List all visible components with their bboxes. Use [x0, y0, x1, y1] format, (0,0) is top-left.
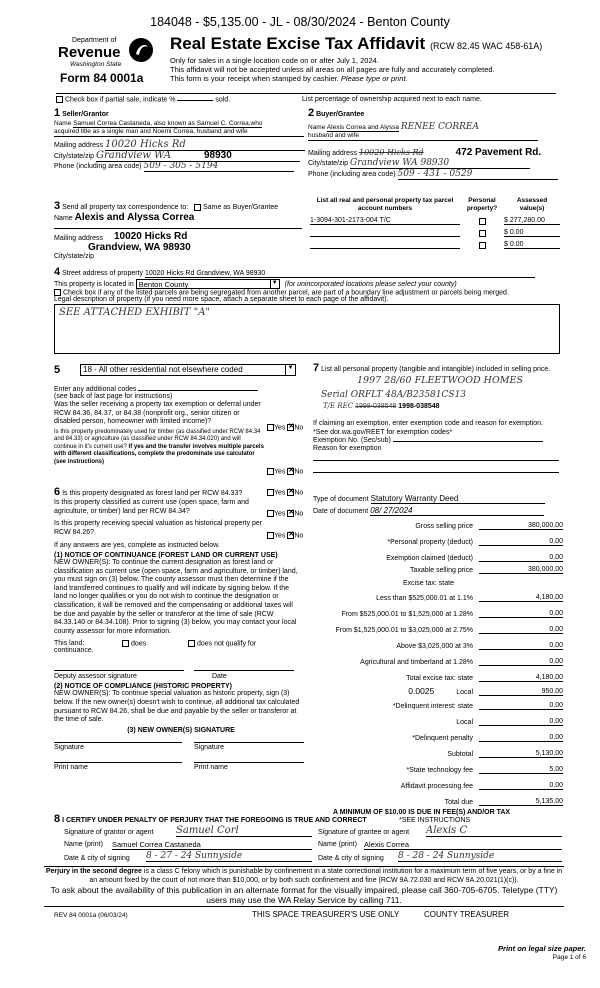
correspondence-city-field[interactable]: Grandview, WA 98930	[88, 242, 191, 253]
perjury-notice: Perjury in the second degree is a class C felony which is punishable by confinement in a state correctional institution for a maximum term of five years, or by a fine in an amount fixed by the court of not more than $10,000, or by both such confinement and fine (RCW 9A.72.030 and RCW 9A.20.021(1)(c)).	[45, 868, 563, 884]
personal-property-checkbox[interactable]	[479, 230, 486, 237]
segregated-checkbox[interactable]	[54, 289, 61, 296]
grantee-name-field[interactable]: Alexis Correa	[364, 840, 562, 850]
buyer-address-field[interactable]: 472 Pavement Rd.	[455, 147, 542, 158]
forest-no-checkbox[interactable]	[287, 489, 294, 496]
grantor-date-field[interactable]: 8 - 27 - 24 Sunnyside	[146, 851, 312, 862]
assessed-value-field[interactable]: $ 0.00	[504, 241, 560, 249]
parcel-number-field[interactable]	[310, 239, 460, 249]
personal-property-checkbox[interactable]	[479, 218, 486, 225]
dor-logo-icon	[128, 37, 154, 63]
assessed-value-field[interactable]: $ 277,280.00	[504, 217, 560, 225]
grantee-signature-field[interactable]: Alexis C	[426, 825, 562, 837]
additional-codes-field[interactable]	[138, 390, 258, 391]
q2-no-checkbox[interactable]	[287, 468, 294, 475]
fee-row: Agricultural and timberland at 1.28% 0.00	[360, 658, 563, 666]
fee-row: Above $3,025,000 at 3% 0.00	[396, 642, 563, 650]
buyer-city-field[interactable]: Grandview WA 98930	[350, 158, 530, 169]
parcel-number-field[interactable]	[310, 227, 460, 237]
use-code-select[interactable]: 18 - All other residential not elsewhere coded ▼	[80, 364, 296, 376]
parcel-row	[310, 237, 560, 249]
historic-no-checkbox[interactable]	[287, 532, 294, 539]
seller-section: 1 Seller/Grantor Name Samuel Correa Castaneda, also known as Samuel C. Correa,who acquired title as a single man and Noemi Correa, husband and wife Mailing address 10020 Hicks Rd City/state/zip Grandview WA 98930 Phone (including area code) 509 - 305 - 5194	[54, 107, 304, 172]
partial-sale-row: Check box if partial sale, indicate % sold. List percentage of ownership acquired next to each name.	[56, 93, 556, 103]
section-7: 7 List all personal property (tangible and intangible) included in selling price. 1997 28/60 FLEETWOOD HOMES Serial ORFLT 48A/B23581CS13 T/E REC 1998-038548 1998-038548 If claiming an exemption, enter exemption code and reason for exemption. *See dor.wa.gov/REET for exemption codes* Exemption No. (Sec/sub) Reason for exemption	[313, 364, 563, 374]
historic-yes-checkbox[interactable]	[267, 532, 274, 539]
header-notes: Only for sales in a single location code on or after July 1, 2024. This affidavit will not be accepted unless all areas on all pages are fully and accurately completed. This form is your receipt when stamped by cashier. Please type or print.	[170, 56, 495, 83]
personal-property-checkbox[interactable]	[479, 242, 486, 249]
current-use-no-checkbox[interactable]	[287, 510, 294, 517]
seller-phone-field[interactable]: 509 - 305 - 5194	[144, 161, 294, 172]
partial-sale-checkbox[interactable]	[56, 96, 63, 103]
correspondence-address-field[interactable]: 10020 Hicks Rd	[114, 231, 188, 242]
form-number: Form 84 0001a	[60, 71, 144, 85]
buyer-name-field[interactable]: Alexis Correa and Alyssa	[326, 124, 400, 131]
fee-row: Subtotal 5,130.00	[447, 750, 563, 758]
same-as-buyer-checkbox[interactable]	[194, 204, 201, 211]
document-info: Type of document Statutory Warranty Deed Date of document 08/ 27/2024	[313, 494, 553, 516]
fee-row: Local 0.00	[456, 718, 563, 726]
chevron-down-icon: ▼	[285, 365, 295, 375]
chevron-down-icon: ▼	[270, 280, 279, 288]
section-8: 8 I CERTIFY UNDER PENALTY OF PERJURY THAT THE FOREGOING IS TRUE AND CORRECT Signature of grantor or agent Samuel Corl Name (print) Samuel Correa Castaneda Date & city of signing 8 - 27 - 24 Sunnyside Signature of grantee or agent Alexis C Name (print) Alexis Correa Date & city of signing 8 - 28 - 24 Sunnyside	[54, 813, 564, 871]
seller-city-field[interactable]: Grandview WA	[96, 150, 300, 162]
parcel-row	[310, 225, 560, 237]
new-owner-signature-1[interactable]	[54, 742, 182, 743]
form-title: Real Estate Excise Tax Affidavit (RCW 82.45 WAC 458-61A)	[170, 34, 543, 53]
document-date-field[interactable]: 08/ 27/2024	[370, 506, 544, 516]
grantor-name-field[interactable]: Samuel Correa Castaneda	[112, 840, 312, 850]
parcel-row	[310, 213, 560, 225]
exemption-reason-field[interactable]	[313, 460, 559, 461]
fee-row: Taxable selling price 380,000.00	[409, 566, 563, 574]
form-revision: REV 84 0001a (06/03/24)	[54, 912, 128, 919]
does-not-qualify-checkbox[interactable]	[188, 640, 195, 647]
recording-stamp: 184048 - $5,135.00 - JL - 08/30/2024 - Benton County	[150, 15, 450, 29]
treasurer-space: THIS SPACE TREASURER'S USE ONLY	[252, 910, 400, 919]
seller-address-field[interactable]: 10020 Hicks Rd	[105, 139, 305, 151]
fee-row: *State technology fee 5.00	[406, 766, 563, 774]
legal-paper-note: Print on legal size paper.	[498, 944, 586, 953]
parcel-number-field[interactable]: 1-3094-301-2173-004 T/C	[310, 217, 460, 225]
fee-row: *Personal property (deduct) 0.00	[387, 538, 563, 546]
fee-row: 0.0025 Local 950.00	[408, 686, 563, 696]
buyer-section: 2 Buyer/Grantee Name Alexis Correa and Alyssa RENEE CORREA husband and wife Mailing address 10020 Hicks Rd 472 Pavement Rd. City/state/zip Grandview WA 98930 Phone (including area code) 509 - 431 - 0529	[308, 107, 588, 180]
correspondence-name-field[interactable]: Alexis and Alyssa Correa	[74, 212, 195, 223]
alt-format-notice: To ask about the availability of this publication in an alternate format for the visually impaired, please call 360-705-6705. Teletype (TTY) users may use the WA Relay Service by calling 711.	[44, 886, 564, 907]
fee-row: Affidavit processing fee 0.00	[400, 782, 563, 790]
q1-no-checkbox[interactable]	[287, 424, 294, 431]
personal-property-field[interactable]: 1997 28/60 FLEETWOOD HOMES	[357, 375, 523, 386]
page-number: Page 1 of 6	[552, 954, 586, 961]
fee-row: From $525,000.01 to $1,525,000 at 1.28% 0.00	[341, 610, 563, 618]
document-type-field[interactable]: Statutory Warranty Deed	[371, 494, 545, 504]
fee-row: Total due 5,135.00	[444, 798, 563, 806]
parcels-table: List all real and personal property tax parcel account numbers Personal property? Assessed value(s) 1-3094-301-2173-004 T/C $ 277,280.00 $ 0.00 $ 0.00	[310, 197, 560, 249]
new-owner-print-1[interactable]	[54, 762, 182, 763]
buyer-phone-field[interactable]: 509 - 431 - 0529	[398, 169, 558, 180]
q1-yes-checkbox[interactable]	[267, 424, 274, 431]
forest-yes-checkbox[interactable]	[267, 489, 274, 496]
grantee-date-field[interactable]: 8 - 28 - 24 Sunnyside	[398, 851, 562, 862]
does-qualify-checkbox[interactable]	[122, 640, 129, 647]
new-owner-print-2[interactable]	[194, 762, 304, 763]
current-use-yes-checkbox[interactable]	[267, 510, 274, 517]
legal-description-field[interactable]: SEE ATTACHED EXHIBIT "A"	[54, 304, 560, 354]
county-treasurer: COUNTY TREASURER	[424, 910, 510, 919]
deputy-signature-field[interactable]	[54, 670, 184, 671]
seller-name-field-2[interactable]: acquired title as a single man and Noemi Correa, husband and wife	[54, 128, 304, 137]
new-owner-signature-2[interactable]	[194, 742, 304, 743]
q2-yes-checkbox[interactable]	[267, 468, 274, 475]
correspondence-section: 3 Send all property tax correspondence to: Same as Buyer/Grantee Name Alexis and Alyssa Correa Mailing address 10020 Hicks Rd Grandview, WA 98930 City/state/zip	[54, 200, 306, 260]
buyer-name-field-2[interactable]: husband and wife	[308, 132, 538, 141]
street-section: 4 Street address of property 10020 Hicks Rd Grandview, WA 98930 This property is located in Benton County ▼ (for unincorporated locations please select your county) Check box if any of the listed parcels are being segregated from another parcel, are part of a boundary line adjustment or parcels being merged. Legal description of property (if you need more space, attach a separate sheet to each page of the affidavit). SEE ATTACHED EXHIBIT "A"	[54, 266, 560, 354]
dor-logo: Department of Revenue Washington State	[50, 34, 160, 86]
fee-row: *Delinquent penalty 0.00	[412, 734, 563, 742]
assessed-value-field[interactable]: $ 0.00	[504, 229, 560, 237]
street-address-field[interactable]: 10020 Hicks Rd Grandview, WA 98930	[145, 270, 535, 278]
fee-row: Exemption claimed (deduct) 0.00	[386, 554, 563, 562]
county-select[interactable]: Benton County ▼	[136, 279, 280, 289]
fee-row: Less than $525,000.01 at 1.1% 4,180.00	[376, 594, 563, 602]
deputy-date-field[interactable]	[194, 670, 294, 671]
section-5: 5 18 - All other residential not elsewhere coded ▼ Enter any additional codes (see back of last page for instructions) Was the seller receiving a property tax exemption or deferral under RCW 84.36, 84.37, or 84.38 (nonprofit org., senior citizen or disabled person, homeowner with limited income)? Yes ✕ No Is this property predominately used for timber (as classified under RCW 84.34 and 84.33) or agriculture (as classified under RCW 84.34.020) and will continue in it's current use? If yes and the transfer involves multiple parcels with different classifications, complete the predominate use calculator (see instructions) Yes ✕ No	[54, 364, 308, 466]
section-6: 6 Is this property designated as forest land per RCW 84.33? Yes ✕ No Is this property classified as current use (open space, farm and agriculture, or timber) land per RCW 84.34? Yes ✕ No Is this property receiving special valuation as historical property per RCW 84.26? Yes ✕ No If any answers are yes, complete as instructed below. (1) NOTICE OF CONTINUANCE (FOREST LAND OR CURRENT USE) NEW OWNER(S): To continue the current designation as forest land or classification as current use (open space, farm and agriculture, or timber) land, you must sign on (3) below. The county assessor must then determine if the land transferred continues to qualify and will indicate by signing below. If the land no longer qualifies or you do not wish to continue the designation or classification, it will be removed and the compensating or additional taxes will be due and payable by the seller or transferor at the time of sale (RCW 84.33.140 or 84.34.108). Prior to signing (3) below, you may contact your local county assessor for more information. This land: does does not qualify for continuance. Deputy assessor signature Date (2) NOTICE OF COMPLIANCE (HISTORIC PROPERTY) NEW OWNER(S): To continue special valuation as historic property, sign (3) below. If the new owner(s) doesn't wish to continue, all additional tax calculated pursuant to RCW 84.26, shall be due and payable by the seller or transferor at the time of sale. (3) NEW OWNER(S) SIGNATURE Signature Signature Print name Print name	[54, 486, 308, 776]
fee-row: Total excise tax: state 4,180.00	[406, 674, 563, 682]
grantor-signature-field[interactable]: Samuel Corl	[176, 825, 312, 837]
fee-row: From $1,525,000.01 to $3,025,000 at 2.75% 0.00	[335, 626, 563, 634]
fee-row: Gross selling price 380,000.00	[415, 522, 563, 530]
fee-row: *Delinquent interest: state 0.00	[392, 702, 563, 710]
seller-name-field[interactable]: Samuel Correa Castaneda, also known as Samuel C. Correa,who	[73, 120, 263, 127]
exemption-number-field[interactable]	[393, 441, 543, 442]
